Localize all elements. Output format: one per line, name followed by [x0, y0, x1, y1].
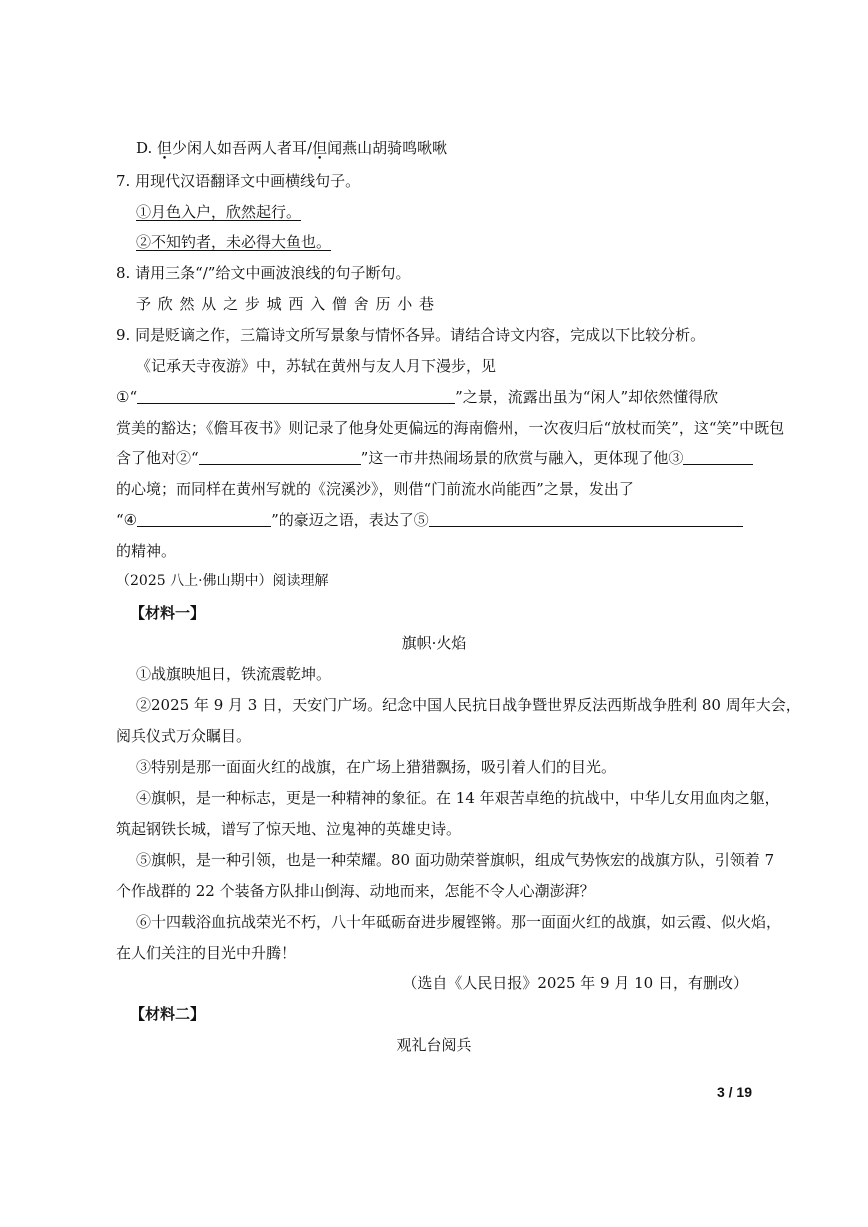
- q9-line-1: 《记承天寺夜游》中，苏轼在黄州与友人月下漫步，见: [136, 357, 497, 375]
- material-1-title: 旗帜·火焰: [401, 634, 467, 652]
- option-text: 少闲人如吾两人者耳/: [172, 139, 313, 157]
- q6-option-d: [136, 138, 447, 158]
- material-2-label: 【材料二】: [130, 1005, 206, 1023]
- q8-sentence: 予 欣 然 从 之 步 城 西 入 僧 舍 历 小 巷: [136, 295, 435, 313]
- q9-line-5: 的心境；而同样在黄州写就的《浣溪沙》，则借“门前流水尚能西”之景，发出了: [116, 480, 634, 498]
- material-2-title: 观礼台阅兵: [396, 1036, 472, 1054]
- dotted-char: 但: [157, 139, 173, 157]
- q9-line-6: [116, 510, 743, 530]
- answer-blank-4[interactable]: [137, 510, 271, 527]
- text: ①“: [116, 388, 138, 406]
- text: ”之景，流露出虽为“闲人”却依然懂得欣: [455, 388, 719, 406]
- m1-paragraph-2b: 阅兵仪式万众瞩目。: [116, 727, 252, 745]
- option-text: 闻燕山胡骑鸣啾啾: [327, 139, 448, 157]
- q7-sentence-1: [136, 202, 301, 222]
- answer-blank-3[interactable]: [683, 448, 753, 465]
- m1-paragraph-3: ③特别是那一面面火红的战旗，在广场上猎猎飘扬，吸引着人们的目光。: [136, 758, 617, 776]
- q9-line-4: [116, 448, 753, 468]
- q9-line-7: 的精神。: [116, 542, 177, 560]
- q7-sentence-2: [136, 232, 331, 252]
- q9-line-3: 赏美的豁达；《儋耳夜书》则记录了他身处更偏远的海南儋州，一次夜归后“放杖而笑”，这“笑”中既包: [116, 419, 785, 437]
- m1-paragraph-5b: 个作战群的 22 个装备方队排山倒海、动地而来，怎能不令人心潮澎湃？: [116, 882, 595, 900]
- text: 含了他对②“: [116, 449, 199, 467]
- text: “④: [116, 511, 138, 529]
- q8-title: 8. 请用三条“/”给文中画波浪线的句子断句。: [116, 264, 411, 282]
- page-number: 3 / 19: [716, 1084, 752, 1100]
- dotted-char: 但: [312, 139, 328, 157]
- answer-blank-2[interactable]: [199, 448, 361, 465]
- m1-paragraph-4b: 筑起钢铁长城，谱写了惊天地、泣鬼神的英雄史诗。: [116, 820, 462, 838]
- text: ”的豪迈之语，表达了⑤: [271, 511, 429, 529]
- q9-title: 9. 同是贬谪之作，三篇诗文所写景象与情怀各异。请结合诗文内容，完成以下比较分析。: [116, 326, 706, 344]
- m1-paragraph-5a: ⑤旗帜，是一种引领，也是一种荣耀。80 面功勋荣誉旗帜，组成气势恢宏的战旗方队，引领着 7: [136, 851, 775, 869]
- m1-paragraph-6a: ⑥十四载浴血抗战荣光不朽，八十年砥砺奋进步履铿锵。那一面面火红的战旗，如云霞、似火焰，: [136, 913, 782, 931]
- answer-blank-1[interactable]: [137, 387, 455, 404]
- m1-source: （选自《人民日报》2025 年 9 月 10 日，有删改）: [402, 974, 748, 992]
- underlined-sentence: ②不知钓者，未必得大鱼也。: [136, 233, 332, 251]
- m1-paragraph-6b: 在人们关注的目光中升腾！: [116, 944, 297, 962]
- q7-title: 7. 用现代汉语翻译文中画横线句子。: [116, 172, 361, 190]
- text: ”这一市井热闹场景的欣赏与融入，更体现了他③: [360, 449, 684, 467]
- option-label: D.: [136, 139, 158, 157]
- answer-blank-5[interactable]: [429, 510, 743, 527]
- underlined-sentence: ①月色入户，欣然起行。: [136, 203, 302, 221]
- m1-paragraph-4a: ④旗帜，是一种标志，更是一种精神的象征。在 14 年艰苦卓绝的抗战中，中华儿女用血肉之躯，: [136, 789, 780, 807]
- material-1-label: 【材料一】: [130, 604, 206, 622]
- q9-line-2: [116, 387, 718, 407]
- m1-paragraph-2a: ②2025 年 9 月 3 日，天安门广场。纪念中国人民抗日战争暨世界反法西斯战争胜利 80 周年大会，: [136, 696, 801, 714]
- m1-paragraph-1: ①战旗映旭日，铁流震乾坤。: [136, 665, 332, 683]
- section-header: （2025 八上·佛山期中）阅读理解: [116, 573, 329, 589]
